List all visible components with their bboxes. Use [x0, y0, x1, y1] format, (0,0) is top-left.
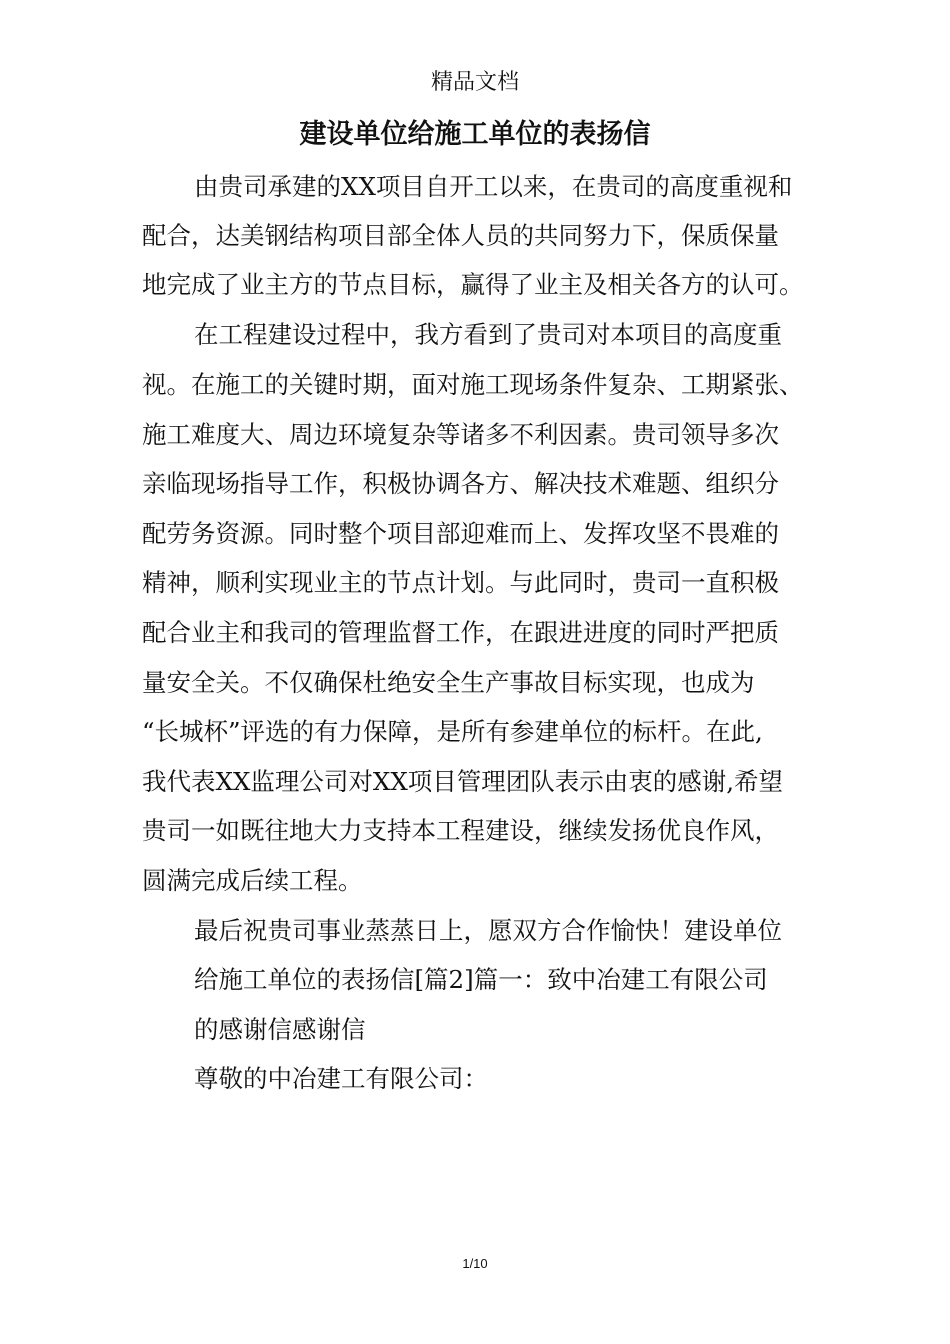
- body-line: 的感谢信感谢信: [194, 1015, 366, 1044]
- body-line: 配合业主和我司的管理监督工作，在跟进进度的同时严把质: [142, 618, 779, 647]
- body-line: 我代表XX监理公司对XX项目管理团队表示由衷的感谢,希望: [142, 767, 784, 796]
- body-line: 给施工单位的表扬信[篇2]篇一：致中冶建工有限公司: [194, 965, 768, 994]
- page-number: 1/10: [462, 1256, 488, 1271]
- body-line: 视。在施工的关键时期，面对施工现场条件复杂、工期紧张、: [142, 370, 804, 399]
- body-line: 施工难度大、周边环境复杂等诸多不利因素。贵司领导多次: [142, 420, 779, 449]
- body-line: 亲临现场指导工作，积极协调各方、解决技术难题、组织分: [142, 469, 779, 498]
- body-line: 圆满完成后续工程。: [142, 866, 363, 895]
- salutation-line: 尊敬的中冶建工有限公司：: [194, 1064, 488, 1093]
- body-line: 量安全关。不仅确保杜绝安全生产事故目标实现，也成为: [142, 668, 755, 697]
- body-line: 配劳务资源。同时整个项目部迎难而上、发挥攻坚不畏难的: [142, 519, 779, 548]
- page-header: 精品文档: [430, 70, 519, 95]
- body-line: 贵司一如既往地大力支持本工程建设，继续发扬优良作风，: [142, 816, 779, 845]
- body-line: 在工程建设过程中，我方看到了贵司对本项目的高度重: [194, 320, 782, 349]
- body-line: “长城杯”评选的有力保障，是所有参建单位的标杆。在此,: [142, 717, 763, 746]
- document-title: 建设单位给施工单位的表扬信: [299, 119, 651, 150]
- body-line: 地完成了业主方的节点目标，赢得了业主及相关各方的认可。: [142, 270, 804, 299]
- body-line: 由贵司承建的XX项目自开工以来，在贵司的高度重视和: [194, 172, 793, 201]
- body-line: 最后祝贵司事业蒸蒸日上，愿双方合作愉快！建设单位: [194, 916, 782, 945]
- body-line: 精神，顺利实现业主的节点计划。与此同时，贵司一直积极: [142, 568, 779, 597]
- body-line: 配合，达美钢结构项目部全体人员的共同努力下，保质保量: [142, 221, 779, 250]
